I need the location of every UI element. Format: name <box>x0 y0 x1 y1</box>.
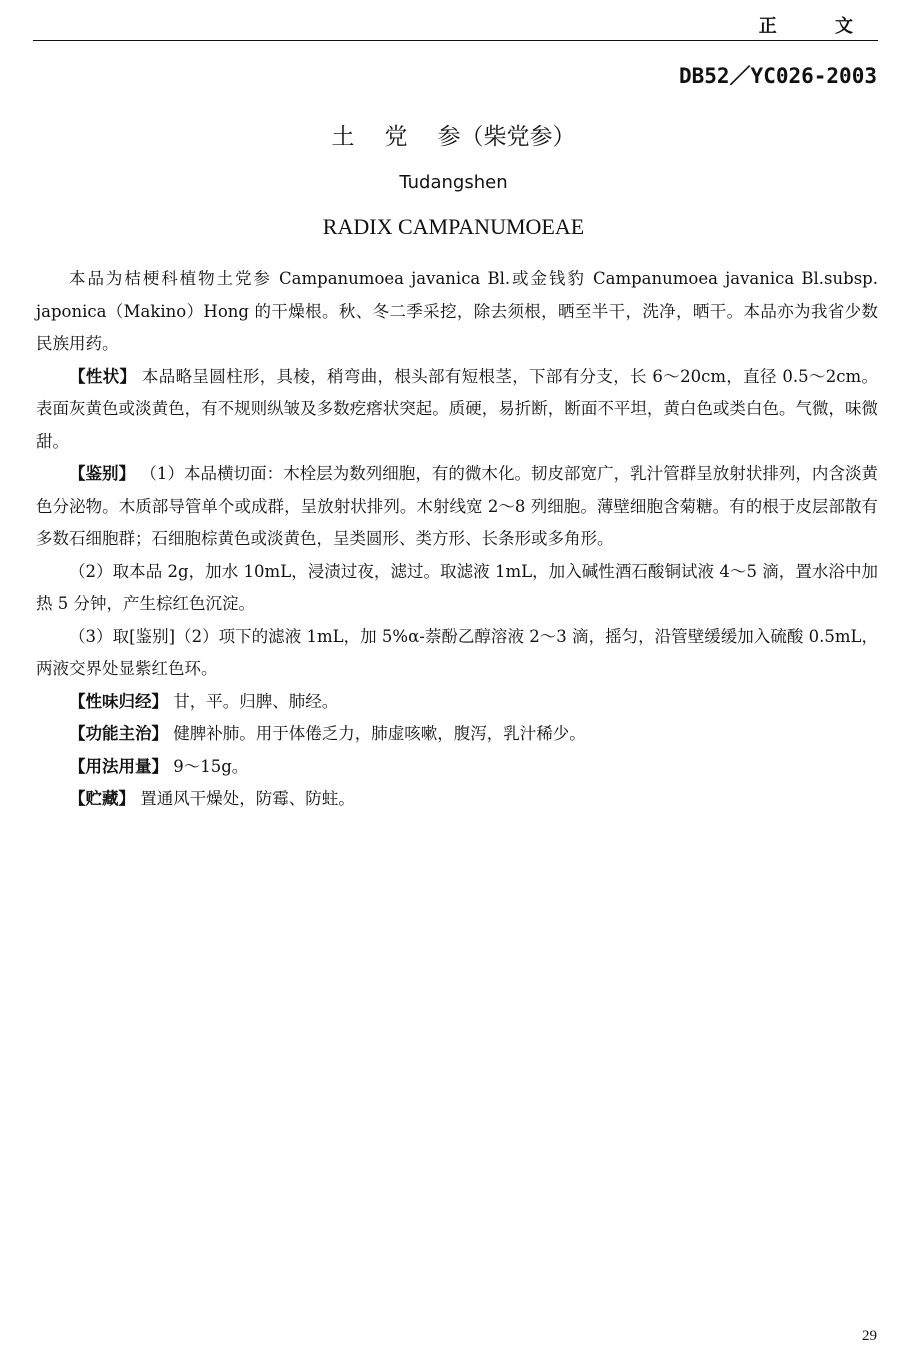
gongneng-paragraph <box>36 718 878 751</box>
xingzhuang-label: 【性状】 <box>69 366 137 386</box>
yongfa-text: 9～15g。 <box>173 756 249 776</box>
xingwei-text: 甘，平。归脾、肺经。 <box>173 691 339 711</box>
xingzhuang-paragraph <box>36 361 878 459</box>
title-char-1: 土 <box>331 124 355 150</box>
page-number: 29 <box>862 1328 877 1344</box>
latin-name: RADIX CAMPANUMOEAE <box>322 214 585 239</box>
jianbie-paragraph-2: （2）取本品 2g，加水 10mL，浸渍过夜，滤过。取滤液 1mL，加入碱性酒石酸铜试液 4～5 滴，置水浴中加热 5 分钟，产生棕红色沉淀。 <box>36 561 878 613</box>
zhucang-text: 置通风干燥处，防霉、防蛀。 <box>140 789 355 808</box>
document-body <box>36 263 878 816</box>
xingzhuang-text: 本品略呈圆柱形，具棱，稍弯曲，根头部有短根茎，下部有分支，长 6～20cm，直径 0.5～2cm。表面灰黄色或淡黄色，有不规则纵皱及多数疙瘩状突起。质硬，易折断，断面不平坦，黄白色或类白色。气微，味微甜。 <box>36 366 878 451</box>
xingwei-label: 【性味归经】 <box>69 691 168 711</box>
title-char-3: 参（柴党参） <box>437 124 576 150</box>
gongneng-label: 【功能主治】 <box>69 724 168 743</box>
yongfa-paragraph <box>36 751 878 784</box>
zhucang-label: 【贮藏】 <box>69 789 135 808</box>
standard-code: DB52／YC026-2003 <box>678 64 877 88</box>
jianbie-label: 【鉴别】 <box>69 464 136 483</box>
yongfa-label: 【用法用量】 <box>69 756 168 776</box>
jianbie-text-1: （1）本品横切面：木栓层为数列细胞，有的微木化。韧皮部宽广，乳汁管群呈放射状排列，内含淡黄色分泌物。木质部导管单个或成群，呈放射状排列。木射线宽 2～8 列细胞。薄壁细胞含菊糖。有的根于皮层部散有多数石细胞群；石细胞棕黄色或淡黄色，呈类圆形、类方形、长条形或多角形。 <box>36 464 879 548</box>
title-char-2: 党 <box>384 124 408 150</box>
header-rule <box>33 40 878 41</box>
xingwei-paragraph <box>36 686 878 719</box>
section-header: 正 文 <box>758 16 879 37</box>
zhucang-paragraph <box>36 783 878 816</box>
jianbie-paragraph-3: （3）取[鉴别]（2）项下的滤液 1mL，加 5%α-萘酚乙醇溶液 2～3 滴，摇匀，沿管壁缓缓加入硫酸 0.5mL，两液交界处显紫红色环。 <box>36 626 878 678</box>
intro-paragraph: 本品为桔梗科植物土党参 Campanumoea javanica Bl.或金钱豹 Campanumoea javanica Bl.subsp. japonica（Makino）Hong 的干燥根。秋、冬二季采挖，除去须根，晒至半干，洗净，晒干。本品亦为我省少数民族用药。 <box>36 269 878 353</box>
page-title <box>0 118 907 151</box>
gongneng-text: 健脾补肺。用于体倦乏力，肺虚咳嗽，腹泻，乳汁稀少。 <box>173 724 586 743</box>
jianbie-paragraph-1 <box>36 458 878 556</box>
pinyin-name: Tudangshen <box>399 172 508 193</box>
